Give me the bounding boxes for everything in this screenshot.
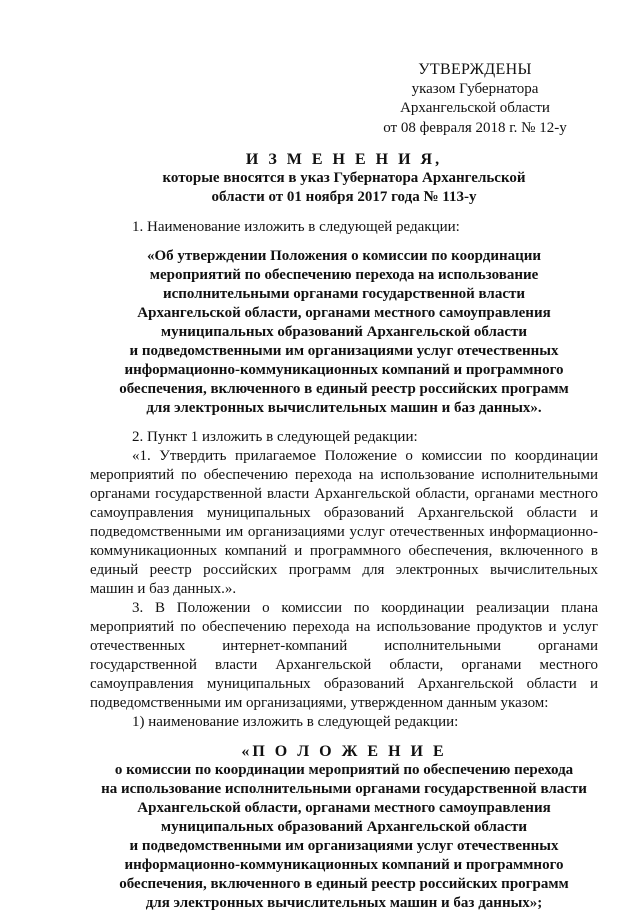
approval-stamp [350, 60, 600, 138]
quote-line: информационно-коммуникационных компаний и программного [124, 362, 564, 378]
regulation-heading: «П О Л О Ж Е Н И Е [241, 743, 447, 760]
quote-line: муниципальных образований Архангельской области [160, 324, 528, 340]
approval-line: Архангельской области [400, 100, 550, 116]
quote-line: «Об утверждении Положения о комиссии по координации [146, 248, 542, 264]
title-line: области от 01 ноября 2017 года № 113-у [211, 189, 477, 205]
quote-line: муниципальных образований Архангельской области [160, 819, 528, 835]
quote-line: на использование исполнительными органами государственной власти [101, 781, 587, 797]
quote-line: информационно-коммуникационных компаний и программного [124, 857, 564, 873]
document-title [90, 150, 598, 207]
quote-line: обеспечения, включенного в единый реестр российских программ [119, 876, 569, 892]
item-3: 3. В Положении о комиссии по координации реализации плана мероприятий по обеспечению перехода на использование продуктов и услуг отечественных интернет-компаний исполнительными органами государственной власти Архангельской области, органами местного самоуправления муниципальных образований Архангельской области и подведомственными им организациями, утвержденном данным указом: [90, 600, 598, 711]
quote-line: мероприятий по обеспечению перехода на использование [149, 267, 539, 283]
regulation-quote [90, 742, 598, 913]
quote-line: исполнительными органами государственной власти [162, 286, 526, 302]
quote-line: и подведомственными им организациями услуг отечественных [129, 838, 559, 854]
quote-line: для электронных вычислительных машин и баз данных»; [145, 895, 543, 911]
quote-line: и подведомственными им организациями услуг отечественных [129, 343, 559, 359]
item-2: 2. Пункт 1 изложить в следующей редакции: [132, 429, 418, 445]
document-body [90, 218, 598, 923]
quote-line: обеспечения, включенного в единый реестр российских программ [119, 381, 569, 397]
item-1-quote [90, 247, 598, 418]
approval-line: указом Губернатора [411, 80, 539, 97]
item-2-quote: «1. Утвердить прилагаемое Положение о комиссии по координации мероприятий по обеспечению перехода на использование исполнительными органами государственной власти Архангельской области, органами местного самоуправления муниципальных образований Архангельской области и подведомственными им организациями услуг отечественных информационно-коммуникационных компаний и программного обеспечения, включенного в единый реестр российских программ для электронных вычислительных машин и баз данных.». [90, 448, 598, 597]
item-1: 1. Наименование изложить в следующей редакции: [132, 219, 460, 235]
quote-line: Архангельской области, органами местного самоуправления [137, 305, 551, 321]
quote-line: Архангельской области, органами местного самоуправления [137, 800, 551, 816]
title-line: которые вносятся в указ Губернатора Архангельской [162, 170, 526, 186]
approval-date: от 08 февраля 2018 г. № 12-у [383, 119, 567, 136]
quote-line: о комиссии по координации мероприятий по обеспечению перехода [114, 762, 574, 778]
approval-title: УТВЕРЖДЕНЫ [418, 61, 532, 78]
title-heading: И З М Е Н Е Н И Я, [245, 151, 443, 168]
quote-line: для электронных вычислительных машин и баз данных». [146, 400, 542, 416]
item-3-sub-1: 1) наименование изложить в следующей редакции: [132, 714, 459, 730]
